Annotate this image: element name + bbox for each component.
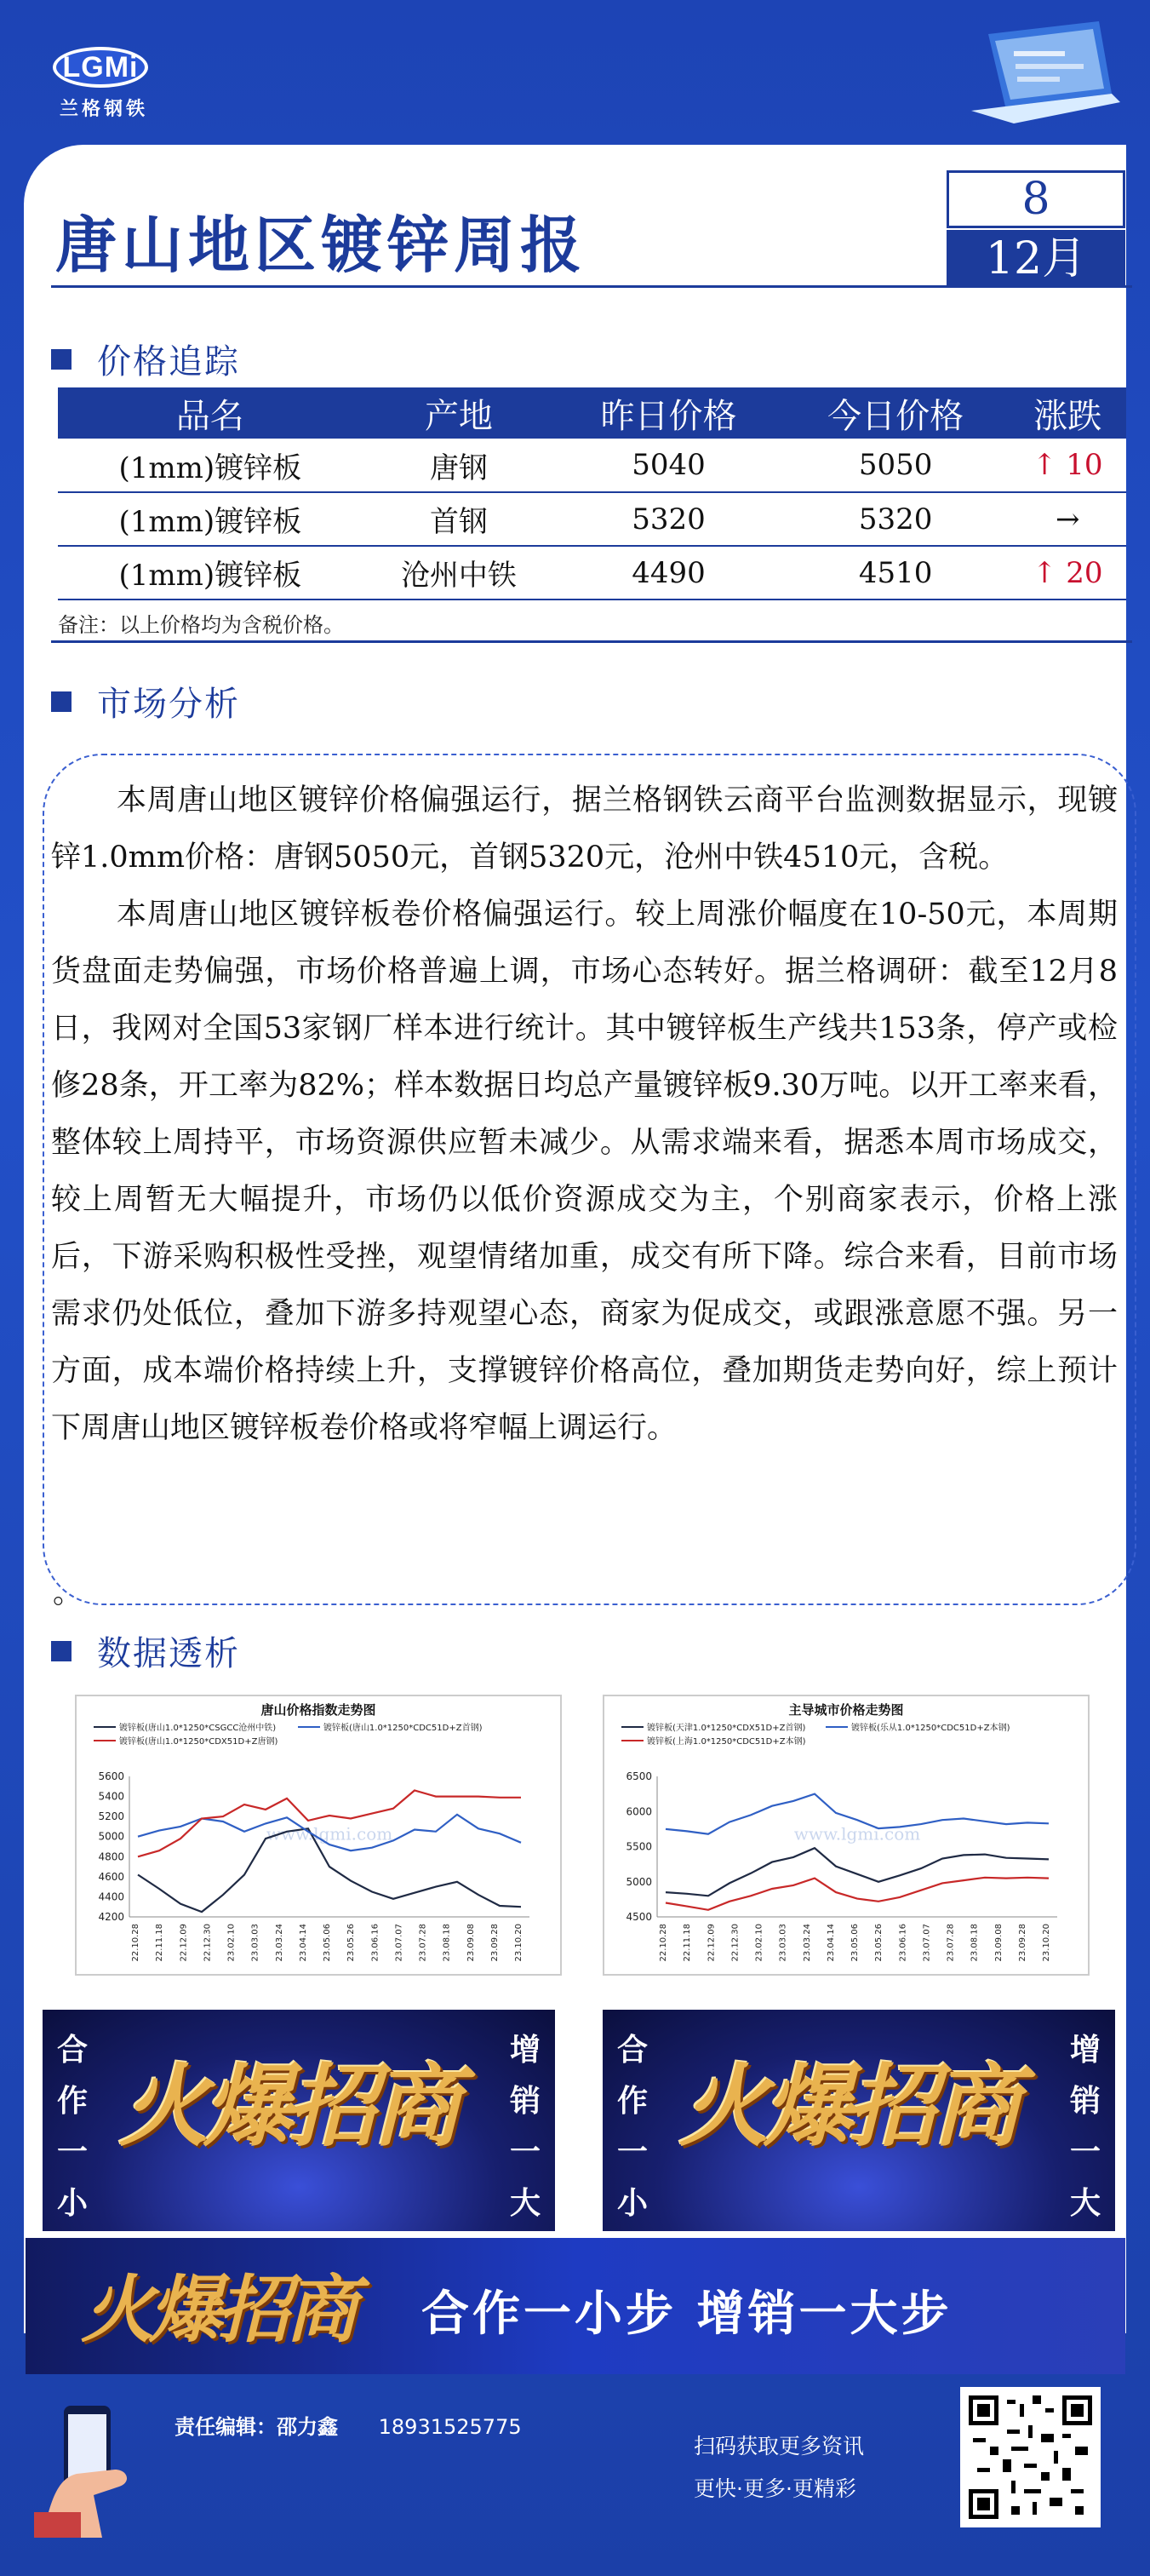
cell-change [1009, 546, 1126, 600]
x-tick-label: 23.05.26 [874, 1924, 884, 1962]
x-tick-label: 23.07.07 [394, 1924, 404, 1962]
chart-major-cities [603, 1695, 1090, 1976]
promo-card-left [43, 2010, 555, 2231]
promo-char: 大 [1069, 2186, 1101, 2221]
change-value: 20 [1066, 555, 1103, 590]
x-tick-label: 23.09.08 [466, 1924, 476, 1962]
col-header: 产地 [363, 387, 556, 439]
y-tick-label: 4800 [98, 1850, 124, 1863]
cell-yesterday: 5040 [555, 439, 782, 492]
x-tick-label: 23.06.16 [898, 1924, 908, 1962]
x-tick-label: 22.12.09 [179, 1924, 189, 1962]
cell-origin: 唐钢 [363, 439, 556, 492]
x-tick-label: 23.09.28 [489, 1924, 500, 1962]
analysis-tail: 。 [53, 1576, 83, 1610]
series-line [666, 1848, 1049, 1896]
promo-vertical-left [611, 2025, 654, 2229]
x-tick-label: 23.08.18 [970, 1924, 980, 1962]
price-note: 备注：以上价格均为含税价格。 [58, 613, 344, 637]
y-tick-label: 4400 [98, 1890, 124, 1903]
promo-char: 一 [56, 2135, 88, 2170]
x-tick-label: 23.02.10 [754, 1924, 764, 1962]
analysis-paragraph-2: 本周唐山地区镀锌板卷价格偏强运行。较上周涨价幅度在10-50元，本周期货盘面走势偏强，市场价格普遍上调，市场心态转好。据兰格调研：截至12月8日，我网对全国53家钢厂样本进行统计。其中镀锌板生产线共153条，停产或检修28条，开工率为82%；样本数据日均总产量镀锌板9.30万吨。以开工率来看，整体较上周持平，市场资源供应暂未减少。从需求端来看，据悉本周市场成交，较上周暂无大幅提升，市场仍以低价资源成交为主，个别商家表示，价格上涨后，下游采购积极性受挫，观望情绪加重，成交有所下降。综合来看，目前市场需求仍处低位，叠加下游多持观望心态，商家为促成交，或跟涨意愿不强。另一方面，成本端价格持续上升，支撑镀锌价格高位，叠加期货走势向好，综上预计下周唐山地区镀锌板卷价格或将窄幅上调运行。 [51, 898, 1118, 1445]
x-tick-label: 23.09.28 [1017, 1924, 1027, 1962]
cell-today: 5050 [782, 439, 1010, 492]
promo-char: 大 [509, 2186, 541, 2221]
arrow-up-icon: ↑ [1032, 555, 1057, 590]
section-price-title: 价格追踪 [97, 342, 240, 382]
section-data-header [51, 1626, 240, 1675]
col-header: 今日价格 [782, 387, 1010, 439]
x-tick-label: 22.12.09 [707, 1924, 717, 1962]
section-data-title: 数据透析 [97, 1634, 240, 1673]
promo-char: 一 [616, 2135, 648, 2170]
date-month: 12月 [947, 230, 1125, 288]
qr-pattern [969, 2395, 1092, 2519]
x-tick-label: 22.12.30 [203, 1924, 213, 1962]
analysis-box [43, 754, 1136, 1610]
x-tick-label: 23.06.16 [370, 1924, 380, 1962]
series-line [666, 1878, 1049, 1910]
editor-label: 责任编辑：邵力鑫 [175, 2415, 338, 2439]
chart-watermark: www.lgmi.com [266, 1823, 393, 1845]
price-divider [51, 640, 1132, 643]
x-tick-label: 23.07.28 [946, 1924, 956, 1962]
x-tick-label: 23.04.14 [298, 1924, 308, 1962]
x-tick-label: 23.10.20 [1042, 1924, 1051, 1962]
y-tick-label: 5600 [98, 1770, 124, 1782]
y-tick-label: 6000 [626, 1805, 652, 1818]
y-tick-label: 4500 [626, 1911, 652, 1923]
banner-slogan: 合作一小步 增销一大步 [421, 2286, 953, 2342]
scan-text: 扫码获取更多资讯 [694, 2434, 865, 2458]
table-row [58, 492, 1126, 546]
promo-char: 小 [56, 2186, 88, 2221]
chart-title: 唐山价格指数走势图 [260, 1702, 376, 1718]
cell-yesterday: 5320 [555, 492, 782, 546]
legend-label: 镀锌板(唐山1.0*1250*CDX51D+Z唐钢) [119, 1737, 278, 1747]
promo-vertical-right [504, 2025, 546, 2229]
promo-char: 合 [616, 2033, 648, 2068]
x-tick-label: 23.07.28 [418, 1924, 428, 1962]
date-day: 8 [947, 170, 1125, 228]
legend-label: 镀锌板(乐从1.0*1250*CDC51D+Z本钢) [851, 1724, 1010, 1733]
section-square-icon [51, 349, 72, 370]
table-row [58, 546, 1126, 600]
x-tick-label: 22.11.18 [683, 1924, 693, 1962]
arrow-up-icon: ↑ [1032, 448, 1057, 482]
promo-char: 销 [509, 2084, 541, 2119]
chart-svg [77, 1718, 560, 1974]
cell-yesterday: 4490 [555, 546, 782, 600]
y-tick-label: 5000 [626, 1875, 652, 1888]
promo-banner [26, 2238, 1125, 2374]
table-row [58, 439, 1126, 492]
cell-name: (1mm)镀锌板 [58, 439, 363, 492]
x-tick-label: 22.11.18 [155, 1924, 165, 1962]
cell-name: (1mm)镀锌板 [58, 546, 363, 600]
x-tick-label: 23.05.06 [850, 1924, 860, 1962]
x-tick-label: 22.10.28 [131, 1924, 140, 1962]
x-tick-label: 23.09.08 [993, 1924, 1004, 1962]
cell-name: (1mm)镀锌板 [58, 492, 363, 546]
x-tick-label: 23.03.24 [274, 1924, 284, 1962]
cell-change [1009, 492, 1126, 546]
col-header: 昨日价格 [555, 387, 782, 439]
y-tick-label: 6500 [626, 1770, 652, 1782]
promo-vertical-left [51, 2025, 94, 2229]
promo-char: 一 [1069, 2135, 1101, 2170]
phone-hand-icon [34, 2384, 145, 2538]
chart-tangshan [75, 1695, 562, 1976]
x-tick-label: 23.04.14 [826, 1924, 836, 1962]
promo-char: 销 [1069, 2084, 1101, 2119]
x-tick-label: 23.05.06 [323, 1924, 332, 1962]
legend-label: 镀锌板(唐山1.0*1250*CDC51D+Z首钢) [323, 1724, 483, 1733]
y-tick-label: 5500 [626, 1840, 652, 1853]
promo-card-right [603, 2010, 1115, 2231]
x-tick-label: 23.03.24 [802, 1924, 812, 1962]
logo-cn: 兰格钢铁 [59, 99, 148, 120]
report-title: 唐山地区镀锌周报 [55, 209, 587, 281]
promo-char: 增 [1069, 2033, 1101, 2068]
promo-headline: 火爆招商 [119, 2053, 457, 2159]
x-tick-label: 23.10.20 [514, 1924, 524, 1962]
x-tick-label: 23.08.18 [442, 1924, 452, 1962]
brand-logo [53, 47, 155, 141]
col-header: 涨跌 [1009, 387, 1126, 439]
promo-headline: 火爆招商 [679, 2053, 1017, 2159]
section-square-icon [51, 691, 72, 712]
logo-mark: LGMi [53, 47, 148, 88]
legend-label: 镀锌板(唐山1.0*1250*CSGCC沧州中铁) [119, 1724, 277, 1733]
y-tick-label: 4600 [98, 1870, 124, 1883]
x-tick-label: 23.05.26 [346, 1924, 357, 1962]
cell-today: 5320 [782, 492, 1010, 546]
editor-phone: 18931525775 [378, 2415, 522, 2439]
x-tick-label: 23.07.07 [922, 1924, 932, 1962]
promo-char: 增 [509, 2033, 541, 2068]
chart-svg [604, 1718, 1088, 1974]
chart-watermark: www.lgmi.com [793, 1823, 921, 1845]
qr-code-icon[interactable] [960, 2387, 1101, 2527]
x-tick-label: 23.03.03 [250, 1924, 260, 1962]
x-tick-label: 22.10.28 [659, 1924, 668, 1962]
title-divider [51, 285, 1132, 288]
chart-title: 主导城市价格走势图 [788, 1702, 904, 1718]
promo-char: 小 [616, 2186, 648, 2221]
cell-origin: 沧州中铁 [363, 546, 556, 600]
table-header-row [58, 387, 1126, 439]
y-tick-label: 5200 [98, 1810, 124, 1823]
x-tick-label: 23.02.10 [226, 1924, 237, 1962]
promo-char: 一 [509, 2135, 541, 2170]
arrow-right-icon: → [1055, 502, 1080, 536]
date-box [947, 170, 1125, 288]
x-tick-label: 23.03.03 [778, 1924, 788, 1962]
laptop-illustration-icon [954, 17, 1124, 136]
legend-label: 镀锌板(上海1.0*1250*CDC51D+Z本钢) [647, 1737, 806, 1747]
promo-char: 合 [56, 2033, 88, 2068]
analysis-paragraph-1: 本周唐山地区镀锌价格偏强运行，据兰格钢铁云商平台监测数据显示，现镀锌1.0mm价格：唐钢5050元，首钢5320元，沧州中铁4510元，含税。 [51, 783, 1118, 875]
section-market-title: 市场分析 [97, 685, 240, 724]
x-tick-label: 22.12.30 [730, 1924, 741, 1962]
tagline: 更快·更多·更精彩 [694, 2476, 856, 2501]
legend-label: 镀锌板(天津1.0*1250*CDX51D+Z首钢) [647, 1724, 806, 1733]
y-tick-label: 5400 [98, 1790, 124, 1803]
cell-origin: 首钢 [363, 492, 556, 546]
footer-scan [694, 2425, 864, 2510]
y-tick-label: 5000 [98, 1830, 124, 1843]
cell-today: 4510 [782, 546, 1010, 600]
section-price-header [51, 335, 240, 383]
section-market-header [51, 677, 240, 726]
y-tick-label: 4200 [98, 1911, 124, 1923]
promo-vertical-right [1064, 2025, 1107, 2229]
price-table [58, 387, 1126, 600]
col-header: 品名 [58, 387, 363, 439]
section-square-icon [51, 1641, 72, 1661]
cell-change [1009, 439, 1126, 492]
change-value: 10 [1066, 448, 1103, 482]
promo-char: 作 [616, 2084, 648, 2119]
footer-editor [175, 2410, 522, 2440]
banner-headline: 火爆招商 [81, 2267, 353, 2353]
promo-char: 作 [56, 2084, 88, 2119]
